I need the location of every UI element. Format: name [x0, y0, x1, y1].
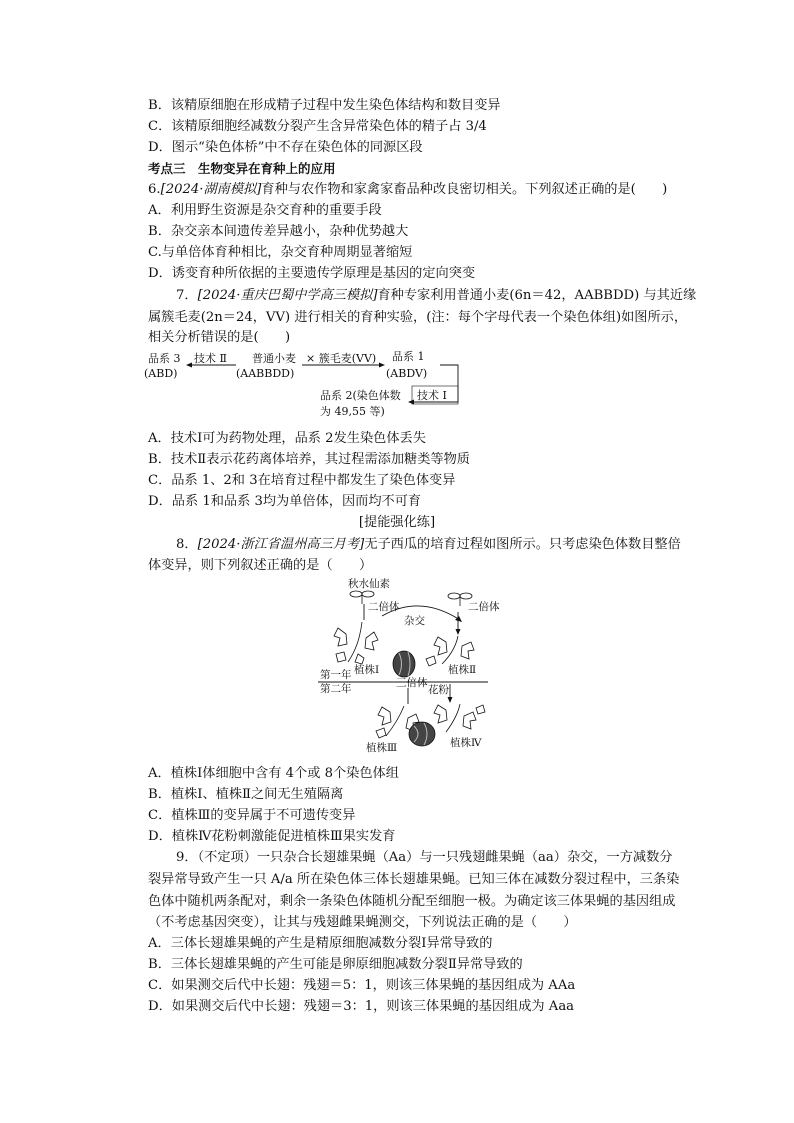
- q9-stem-line-1: 9．（不定项）一只杂合长翅雄果蝇（Aa）与一只残翅雌果蝇（aa）杂交，一方减数分: [176, 850, 673, 865]
- label-diploid-right: 二倍体: [468, 601, 500, 613]
- q9-stem-line-2: 裂异常导致产生一只 A/a 所在染色体三体长翅雄果蝇。已知三体在减数分裂过程中，三条染: [148, 872, 680, 887]
- q5-option-d: D．图示“染色体桥”中不存在染色体的同源区段: [148, 140, 423, 155]
- label-line3-name: 品系 3: [148, 352, 181, 365]
- label-plant-1: 植株Ⅰ: [354, 664, 380, 676]
- label-plant-4: 植株Ⅳ: [450, 737, 482, 749]
- q8-stem-line-2: 体变异，则下列叙述正确的是（ ）: [148, 558, 373, 573]
- q7-stem-text-1: 育种专家利用普通小麦(6n＝42，AABBDD) 与其近缘: [377, 288, 697, 303]
- label-common-wheat: 普通小麦: [252, 352, 296, 365]
- label-cross: 杂交: [404, 615, 425, 627]
- q8-option-a: A．植株Ⅰ体细胞中含有 4个或 8个染色体组: [148, 766, 399, 781]
- label-technique-2: 技术 Ⅱ: [194, 352, 227, 365]
- label-line2-count: 为 49,55 等): [320, 405, 385, 418]
- arrowhead-pollen: [448, 697, 453, 703]
- q7-option-a: A．技术Ⅰ可为药物处理，品系 2发生染色体丢失: [148, 431, 426, 446]
- q9-option-a: A．三体长翅雄果蝇的产生是精原细胞减数分裂Ⅰ异常导致的: [148, 936, 493, 951]
- section-title-3: 考点三 生物变异在育种上的应用: [148, 161, 336, 176]
- q7-stem-line-2: 属簇毛麦(2n＝24，VV) 进行相关的育种实验，(注：每个字母代表一个染色体组)如图所示，: [148, 310, 688, 325]
- q9-stem-line-4: （不考虑基因突变），让其与残翅雌果蝇测交，下列说法正确的是（ ）: [148, 915, 577, 930]
- label-diploid-left: 二倍体: [368, 601, 400, 613]
- label-plant-3: 植株Ⅲ: [366, 742, 398, 754]
- q7-number: 7．: [176, 288, 198, 303]
- q7-option-c: C．品系 1、2和 3在培育过程中都发生了染色体变异: [148, 473, 456, 488]
- plant-2-icon: [426, 636, 474, 666]
- q8-stem-text-1: 无子西瓜的培育过程如图所示。只考虑染色体数目整倍: [364, 537, 681, 552]
- label-pollen: 花粉: [428, 684, 449, 696]
- q6-source: [2024·湖南模拟]: [160, 182, 262, 197]
- q7-source: [2024·重庆巴蜀中学高三模拟]: [197, 288, 378, 303]
- q6-option-d: D．诱变育种所依据的主要遗传学原理是基因的定向突变: [148, 266, 476, 281]
- label-line3-genome: (ABD): [144, 367, 178, 380]
- cross-arc-head: [455, 616, 462, 622]
- q6-stem: [148, 181, 667, 199]
- q8-source: [2024·浙江省温州高三月考]: [197, 537, 365, 552]
- label-line2-name: 品系 2(染色体数: [320, 389, 401, 402]
- q9-option-c: C．如果测交后代中长翅：残翅＝5：1，则该三体果蝇的基因组成为 AAa: [148, 978, 576, 993]
- watermelon-fruit-3-icon: [409, 722, 435, 746]
- q7-breeding-diagram: [140, 348, 470, 420]
- q6-option-c: C.与单倍体育种相比，杂交育种周期显著缩短: [148, 245, 413, 260]
- q8-option-d: D．植株Ⅳ花粉刺激能促进植株Ⅲ果实发育: [148, 829, 396, 844]
- q8-option-c: C．植株Ⅲ的变异属于不可遗传变异: [148, 808, 356, 823]
- plant-4-icon: [434, 704, 485, 732]
- q5-option-b: B．该精原细胞在形成精子过程中发生染色体结构和数目变异: [148, 98, 501, 113]
- arrowhead-diploid-right: [456, 629, 461, 635]
- q7-stem-line-3: 相关分析错误的是( ): [148, 330, 291, 345]
- watermelon-fruit-1-icon: [393, 651, 415, 677]
- q9-option-d: D．如果测交后代中长翅：残翅＝3：1，则该三体果蝇的基因组成为 Aaa: [148, 999, 575, 1014]
- q6-stem-text: 育种与农作物和家禽家畜品种改良密切相关。下列叙述正确的是( ): [261, 182, 668, 197]
- plant-1-icon: [334, 622, 378, 664]
- label-colchicine: 秋水仙素: [348, 578, 390, 590]
- label-cross-dasypyrum: × 簇毛麦(VV): [306, 352, 377, 365]
- q5-option-c: C．该精原细胞经减数分裂产生含异常染色体的精子占 3/4: [148, 119, 487, 134]
- label-line1-name: 品系 1: [392, 350, 425, 363]
- q6-option-b: B．杂交亲本间遗传差异越小，杂种优势越大: [148, 224, 409, 239]
- q7-stem-line-1: [176, 287, 696, 305]
- q8-watermelon-diagram: [300, 576, 510, 756]
- label-triploid: 三倍体: [396, 677, 428, 689]
- label-line1-genome: (ABDV): [386, 367, 428, 380]
- q7-option-d: D．品系 1和品系 3均为单倍体，因而均不可育: [148, 494, 422, 509]
- q8-stem-line-1: [176, 536, 681, 554]
- q8-number: 8．: [176, 537, 198, 552]
- label-plant-2: 植株Ⅱ: [448, 664, 477, 676]
- label-technique-1: 技术 Ⅰ: [417, 389, 447, 402]
- q7-option-b: B．技术Ⅱ表示花药离体培养，其过程需添加糖类等物质: [148, 452, 470, 467]
- q6-number: 6.: [148, 182, 161, 197]
- q9-stem-line-3: 色体中随机两条配对，剩余一条染色体随机分配至细胞一极。为确定该三体果蝇的基因组成: [148, 894, 676, 909]
- q8-option-b: B．植株Ⅰ、植株Ⅱ之间无生殖隔离: [148, 787, 344, 802]
- q6-option-a: A．利用野生资源是杂交育种的重要手段: [148, 203, 382, 218]
- label-year-1: 第一年: [320, 669, 352, 681]
- section-enhance-practice: [提能强化练]: [358, 515, 436, 530]
- arrowhead-line3: [186, 363, 192, 368]
- arrowhead-line1: [379, 363, 385, 368]
- label-wheat-genome: (AABBDD): [236, 367, 295, 380]
- label-year-2: 第二年: [320, 683, 352, 695]
- q9-option-b: B．三体长翅雄果蝇的产生可能是卵原细胞减数分裂Ⅱ异常导致的: [148, 957, 523, 972]
